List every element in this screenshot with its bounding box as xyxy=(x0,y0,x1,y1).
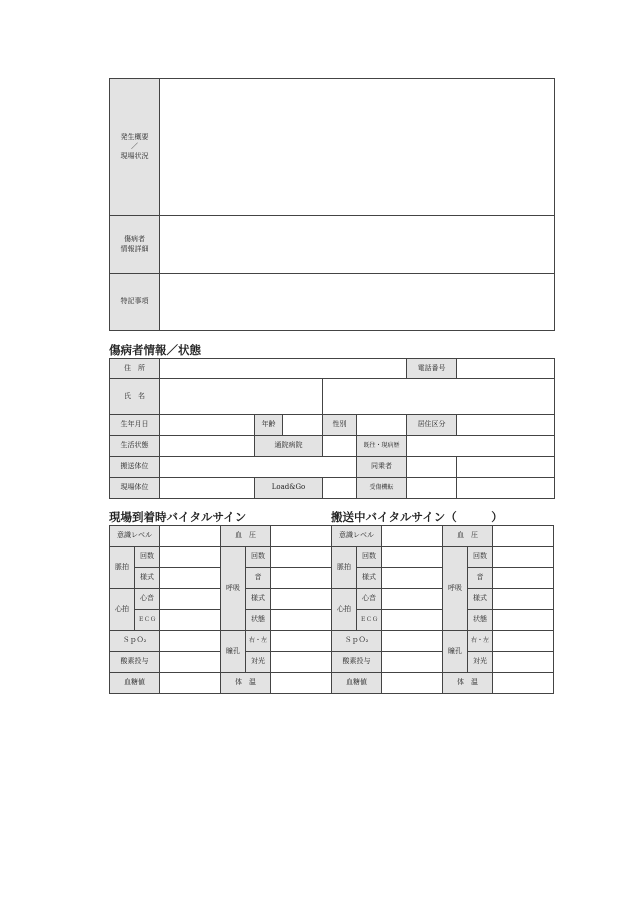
heartbeat-label: 心拍 xyxy=(110,589,135,631)
respiration-status-field[interactable] xyxy=(271,610,332,631)
injury-mechanism-field-2[interactable] xyxy=(457,478,555,499)
age-field[interactable] xyxy=(283,415,323,436)
pulse-rate-field[interactable] xyxy=(382,547,443,568)
light-reflex-label: 対光 xyxy=(246,652,271,673)
pupils-label: 瞳孔 xyxy=(443,631,468,673)
oxygen-label: 酸素投与 xyxy=(332,652,382,673)
blood-sugar-field[interactable] xyxy=(160,673,221,694)
blood-sugar-field[interactable] xyxy=(382,673,443,694)
pulse-pattern-field[interactable] xyxy=(382,568,443,589)
respiration-sound-field[interactable] xyxy=(271,568,332,589)
transport-position-label: 搬送体位 xyxy=(110,457,160,478)
scene-vitals-heading: 現場到着時バイタルサイン xyxy=(109,510,247,524)
incident-overview-field[interactable] xyxy=(160,79,555,216)
pulse-pattern-field[interactable] xyxy=(160,568,221,589)
load-and-go-field[interactable] xyxy=(323,478,357,499)
heart-sound-field[interactable] xyxy=(382,589,443,610)
respiration-label: 呼吸 xyxy=(443,547,468,631)
patient-info-table xyxy=(109,358,555,499)
patient-detail-field[interactable] xyxy=(160,216,555,274)
injury-mechanism-field-1[interactable] xyxy=(407,478,457,499)
transport-position-field[interactable] xyxy=(160,457,357,478)
transport-vitals-heading: 搬送中バイタルサイン（ ） xyxy=(331,510,503,524)
pupils-rl-field[interactable] xyxy=(271,631,332,652)
name-extra-field[interactable] xyxy=(323,379,555,415)
pulse-rate-field[interactable] xyxy=(160,547,221,568)
respiration-status-label: 状態 xyxy=(468,610,493,631)
respiration-rate-label: 回数 xyxy=(468,547,493,568)
spo2-field[interactable] xyxy=(382,631,443,652)
pupils-rl-field[interactable] xyxy=(493,631,554,652)
spo2-label: ＳｐＯ₂ xyxy=(110,631,160,652)
spo2-label: ＳｐＯ₂ xyxy=(332,631,382,652)
respiration-rate-field[interactable] xyxy=(493,547,554,568)
hospital-label: 通院病院 xyxy=(255,436,323,457)
address-label: 住 所 xyxy=(110,359,160,379)
heartbeat-label: 心拍 xyxy=(332,589,357,631)
respiration-label: 呼吸 xyxy=(221,547,246,631)
history-label: 既往・現病歴 xyxy=(357,436,407,457)
age-label: 年齢 xyxy=(255,415,283,436)
respiration-sound-field[interactable] xyxy=(493,568,554,589)
companion-field-1[interactable] xyxy=(407,457,457,478)
hospital-field[interactable] xyxy=(323,436,357,457)
oxygen-field[interactable] xyxy=(382,652,443,673)
consciousness-field[interactable] xyxy=(160,526,221,547)
pulse-rate-label: 回数 xyxy=(357,547,382,568)
heart-sound-label: 心音 xyxy=(135,589,160,610)
blood-pressure-label: 血 圧 xyxy=(443,526,493,547)
patient-section-heading: 傷病者情報／状態 xyxy=(109,343,201,357)
heart-sound-label: 心音 xyxy=(357,589,382,610)
consciousness-field[interactable] xyxy=(382,526,443,547)
light-reflex-field[interactable] xyxy=(271,652,332,673)
respiration-sound-label: 音 xyxy=(246,568,271,589)
incident-summary-table xyxy=(109,78,555,331)
blood-sugar-label: 血糖値 xyxy=(110,673,160,694)
consciousness-label: 意識レベル xyxy=(110,526,160,547)
notes-field[interactable] xyxy=(160,274,555,331)
respiration-pattern-field[interactable] xyxy=(493,589,554,610)
spo2-field[interactable] xyxy=(160,631,221,652)
respiration-pattern-label: 様式 xyxy=(246,589,271,610)
oxygen-label: 酸素投与 xyxy=(110,652,160,673)
pupils-label: 瞳孔 xyxy=(221,631,246,673)
pulse-label: 脈拍 xyxy=(332,547,357,589)
pupils-rl-label: 右・左 xyxy=(468,631,493,652)
respiration-status-label: 状態 xyxy=(246,610,271,631)
load-and-go-label: Load&Go xyxy=(255,478,323,499)
scene-position-label: 現場体位 xyxy=(110,478,160,499)
residence-type-field[interactable] xyxy=(457,415,555,436)
oxygen-field[interactable] xyxy=(160,652,221,673)
blood-sugar-label: 血糖値 xyxy=(332,673,382,694)
name-label: 氏 名 xyxy=(110,379,160,415)
light-reflex-field[interactable] xyxy=(493,652,554,673)
living-status-field[interactable] xyxy=(160,436,255,457)
patient-detail-label: 傷病者 情報詳細 xyxy=(110,216,160,274)
injury-mechanism-label: 受傷機転 xyxy=(357,478,407,499)
scene-position-field[interactable] xyxy=(160,478,255,499)
address-field[interactable] xyxy=(160,359,407,379)
respiration-sound-label: 音 xyxy=(468,568,493,589)
blood-pressure-field[interactable] xyxy=(271,526,332,547)
ecg-field[interactable] xyxy=(382,610,443,631)
companion-field-2[interactable] xyxy=(457,457,555,478)
heart-sound-field[interactable] xyxy=(160,589,221,610)
blood-pressure-field[interactable] xyxy=(493,526,554,547)
respiration-rate-field[interactable] xyxy=(271,547,332,568)
respiration-rate-label: 回数 xyxy=(246,547,271,568)
birthdate-field[interactable] xyxy=(160,415,255,436)
incident-overview-label: 発生概要 ／ 現場状況 xyxy=(110,79,160,216)
notes-label: 特記事項 xyxy=(110,274,160,331)
pulse-label: 脈拍 xyxy=(110,547,135,589)
history-field[interactable] xyxy=(407,436,555,457)
sex-label: 性別 xyxy=(323,415,357,436)
temperature-label: 体 温 xyxy=(221,673,271,694)
temperature-label: 体 温 xyxy=(443,673,493,694)
light-reflex-label: 対光 xyxy=(468,652,493,673)
transport-vitals-table xyxy=(331,525,554,694)
respiration-status-field[interactable] xyxy=(493,610,554,631)
phone-field[interactable] xyxy=(457,359,555,379)
respiration-pattern-label: 様式 xyxy=(468,589,493,610)
phone-label: 電話番号 xyxy=(407,359,457,379)
ecg-label: ＥＣＧ xyxy=(357,610,382,631)
living-status-label: 生活状態 xyxy=(110,436,160,457)
birthdate-label: 生年月日 xyxy=(110,415,160,436)
pulse-pattern-label: 様式 xyxy=(357,568,382,589)
consciousness-label: 意識レベル xyxy=(332,526,382,547)
scene-vitals-table xyxy=(109,525,332,694)
sex-field[interactable] xyxy=(357,415,407,436)
pulse-rate-label: 回数 xyxy=(135,547,160,568)
respiration-pattern-field[interactable] xyxy=(271,589,332,610)
ecg-field[interactable] xyxy=(160,610,221,631)
temperature-field[interactable] xyxy=(493,673,554,694)
ecg-label: ＥＣＧ xyxy=(135,610,160,631)
companion-label: 同乗者 xyxy=(357,457,407,478)
residence-type-label: 居住区分 xyxy=(407,415,457,436)
pupils-rl-label: 右・左 xyxy=(246,631,271,652)
temperature-field[interactable] xyxy=(271,673,332,694)
name-field[interactable] xyxy=(160,379,323,415)
pulse-pattern-label: 様式 xyxy=(135,568,160,589)
blood-pressure-label: 血 圧 xyxy=(221,526,271,547)
